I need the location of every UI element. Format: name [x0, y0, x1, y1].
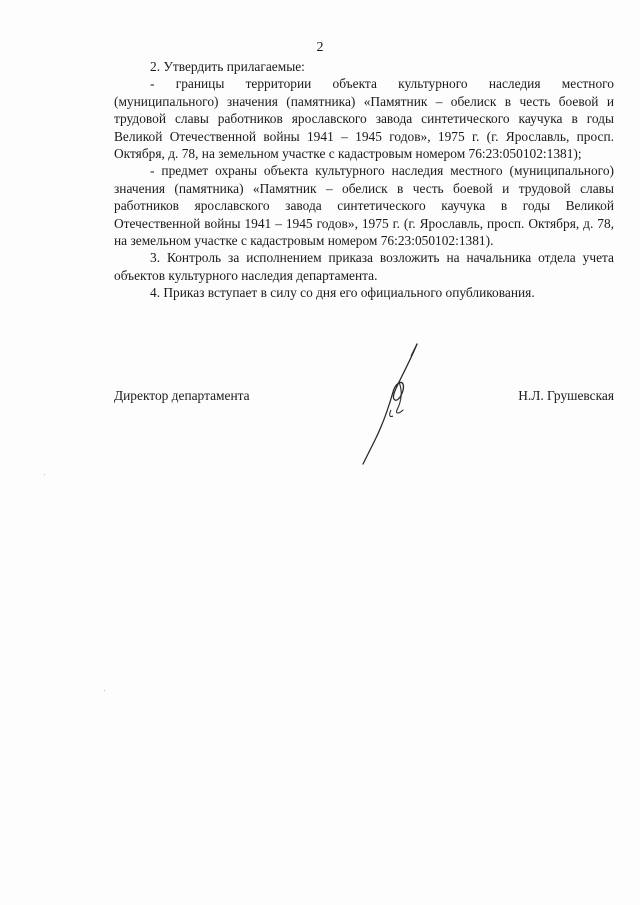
document-body: [114, 58, 614, 302]
paragraph-approve: 2. Утвердить прилагаемые:: [150, 59, 305, 74]
paragraph-protection-subject: - предмет охраны объекта культурного наследия местного (муниципального) значения (памятника) «Памятник – обелиск в честь боевой и трудовой славы работников ярославского завода синтетического каучука в годы Великой Отечественной войны 1941 – 1945 годов», 1975 г. (г. Ярославль, просп. Октября, д. 78, на земельном участке с кадастровым номером 76:23:050102:1381).: [114, 163, 614, 249]
scan-speck: [44, 474, 45, 475]
paragraph-effective-date: 4. Приказ вступает в силу со дня его официального опубликования.: [150, 285, 535, 301]
paragraph-control: 3. Контроль за исполнением приказа возложить на начальника отдела учета объектов культурного наследия департамента.: [114, 250, 614, 283]
page-number: 2: [316, 40, 324, 55]
paragraph-territory-boundaries: - границы территории объекта культурного наследия местного (муниципального) значения (памятника) «Памятник – обелиск в честь боевой и трудовой славы работников ярославского завода синтетического каучука в годы Великой Отечественной войны 1941 – 1945 годов», 1975 г. (г. Ярославль, просп. Октября, д. 78, на земельном участке с кадастровым номером 76:23:050102:1381);: [114, 76, 614, 162]
signer-title: Директор департамента: [114, 388, 250, 403]
scan-speck: [104, 690, 105, 691]
handwritten-signature: [355, 340, 435, 470]
signer-name: Н.Л. Грушевская: [518, 388, 614, 403]
